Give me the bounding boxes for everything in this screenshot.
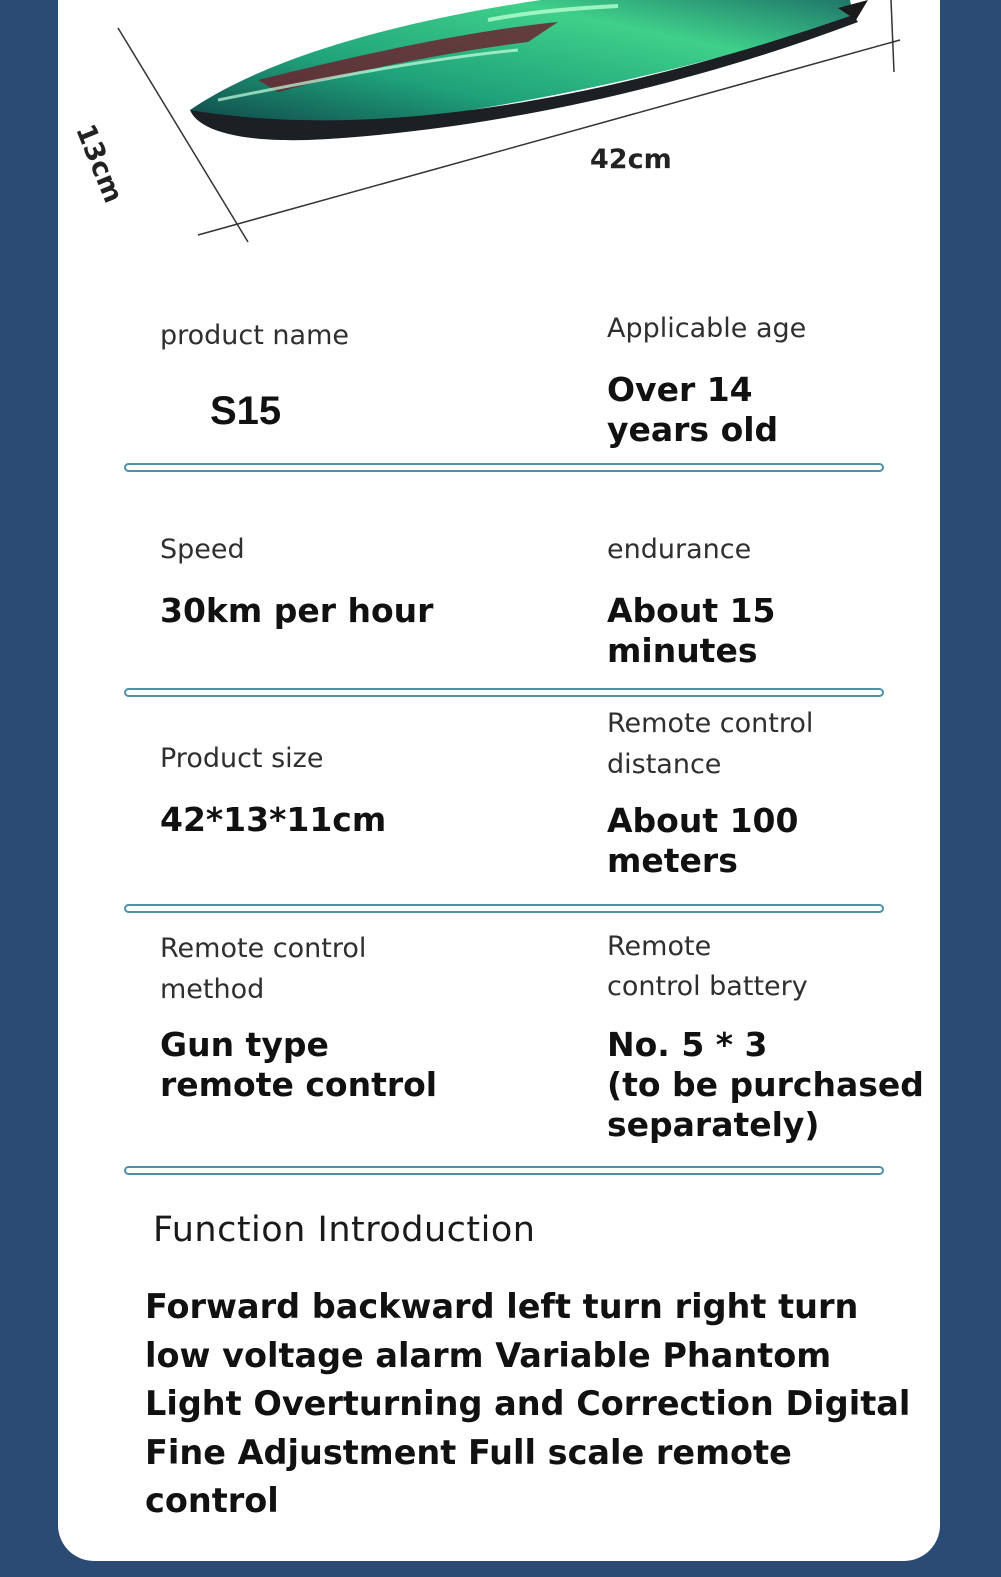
spec-value-remote-distance-line2: meters [607,841,738,880]
spec-value-remote-battery-line3: separately) [607,1105,820,1144]
spec-value-endurance-line1: About 15 [607,591,776,630]
spec-label-remote-method-line1: Remote control [160,933,367,964]
divider [124,904,884,913]
spec-value-remote-battery-line2: (to be purchased [607,1065,924,1104]
height-dimension-label: 13cm [69,120,129,208]
spec-label-endurance: endurance [607,534,752,565]
boat-hull [190,0,868,140]
function-intro-text: Forward backward left turn right turn low voltage alarm Variable Phantom Light Overturning and Correction Digital Fine Adjustment Full scale remote control [145,1287,911,1520]
spec-value-applicable-age-line1: Over 14 [607,370,753,409]
spec-value-applicable-age-line2: years old [607,410,779,449]
spec-value-remote-distance-line1: About 100 [607,801,799,840]
spec-value-remote-battery-line1: No. 5 * 3 [607,1025,768,1064]
spec-label-product-size: Product size [160,743,324,774]
spec-label-remote-battery-line1: Remote [607,931,712,962]
divider [124,688,884,697]
spec-value-product-size: 42*13*11cm [160,800,387,839]
width-dimension-label: 42cm [590,144,672,175]
spec-label-remote-distance-line2: distance [607,749,722,780]
spec-value-endurance-line2: minutes [607,631,758,670]
spec-label-product-name: product name [160,320,349,351]
divider [124,1166,884,1175]
spec-value-remote-method-line1: Gun type [160,1025,329,1064]
spec-label-remote-battery-line2: control battery [607,971,808,1002]
function-intro-title: Function Introduction [153,1210,536,1250]
spec-value-speed: 30km per hour [160,591,434,630]
spec-card [58,0,940,1561]
boat-illustration [58,0,940,260]
spec-label-remote-distance-line1: Remote control [607,708,814,739]
divider [124,463,884,472]
spec-label-speed: Speed [160,534,245,565]
spec-label-remote-method-line2: method [160,974,265,1005]
spec-label-applicable-age: Applicable age [607,313,807,344]
spec-value-remote-method-line2: remote control [160,1065,438,1104]
spec-value-product-name: S15 [210,389,282,433]
